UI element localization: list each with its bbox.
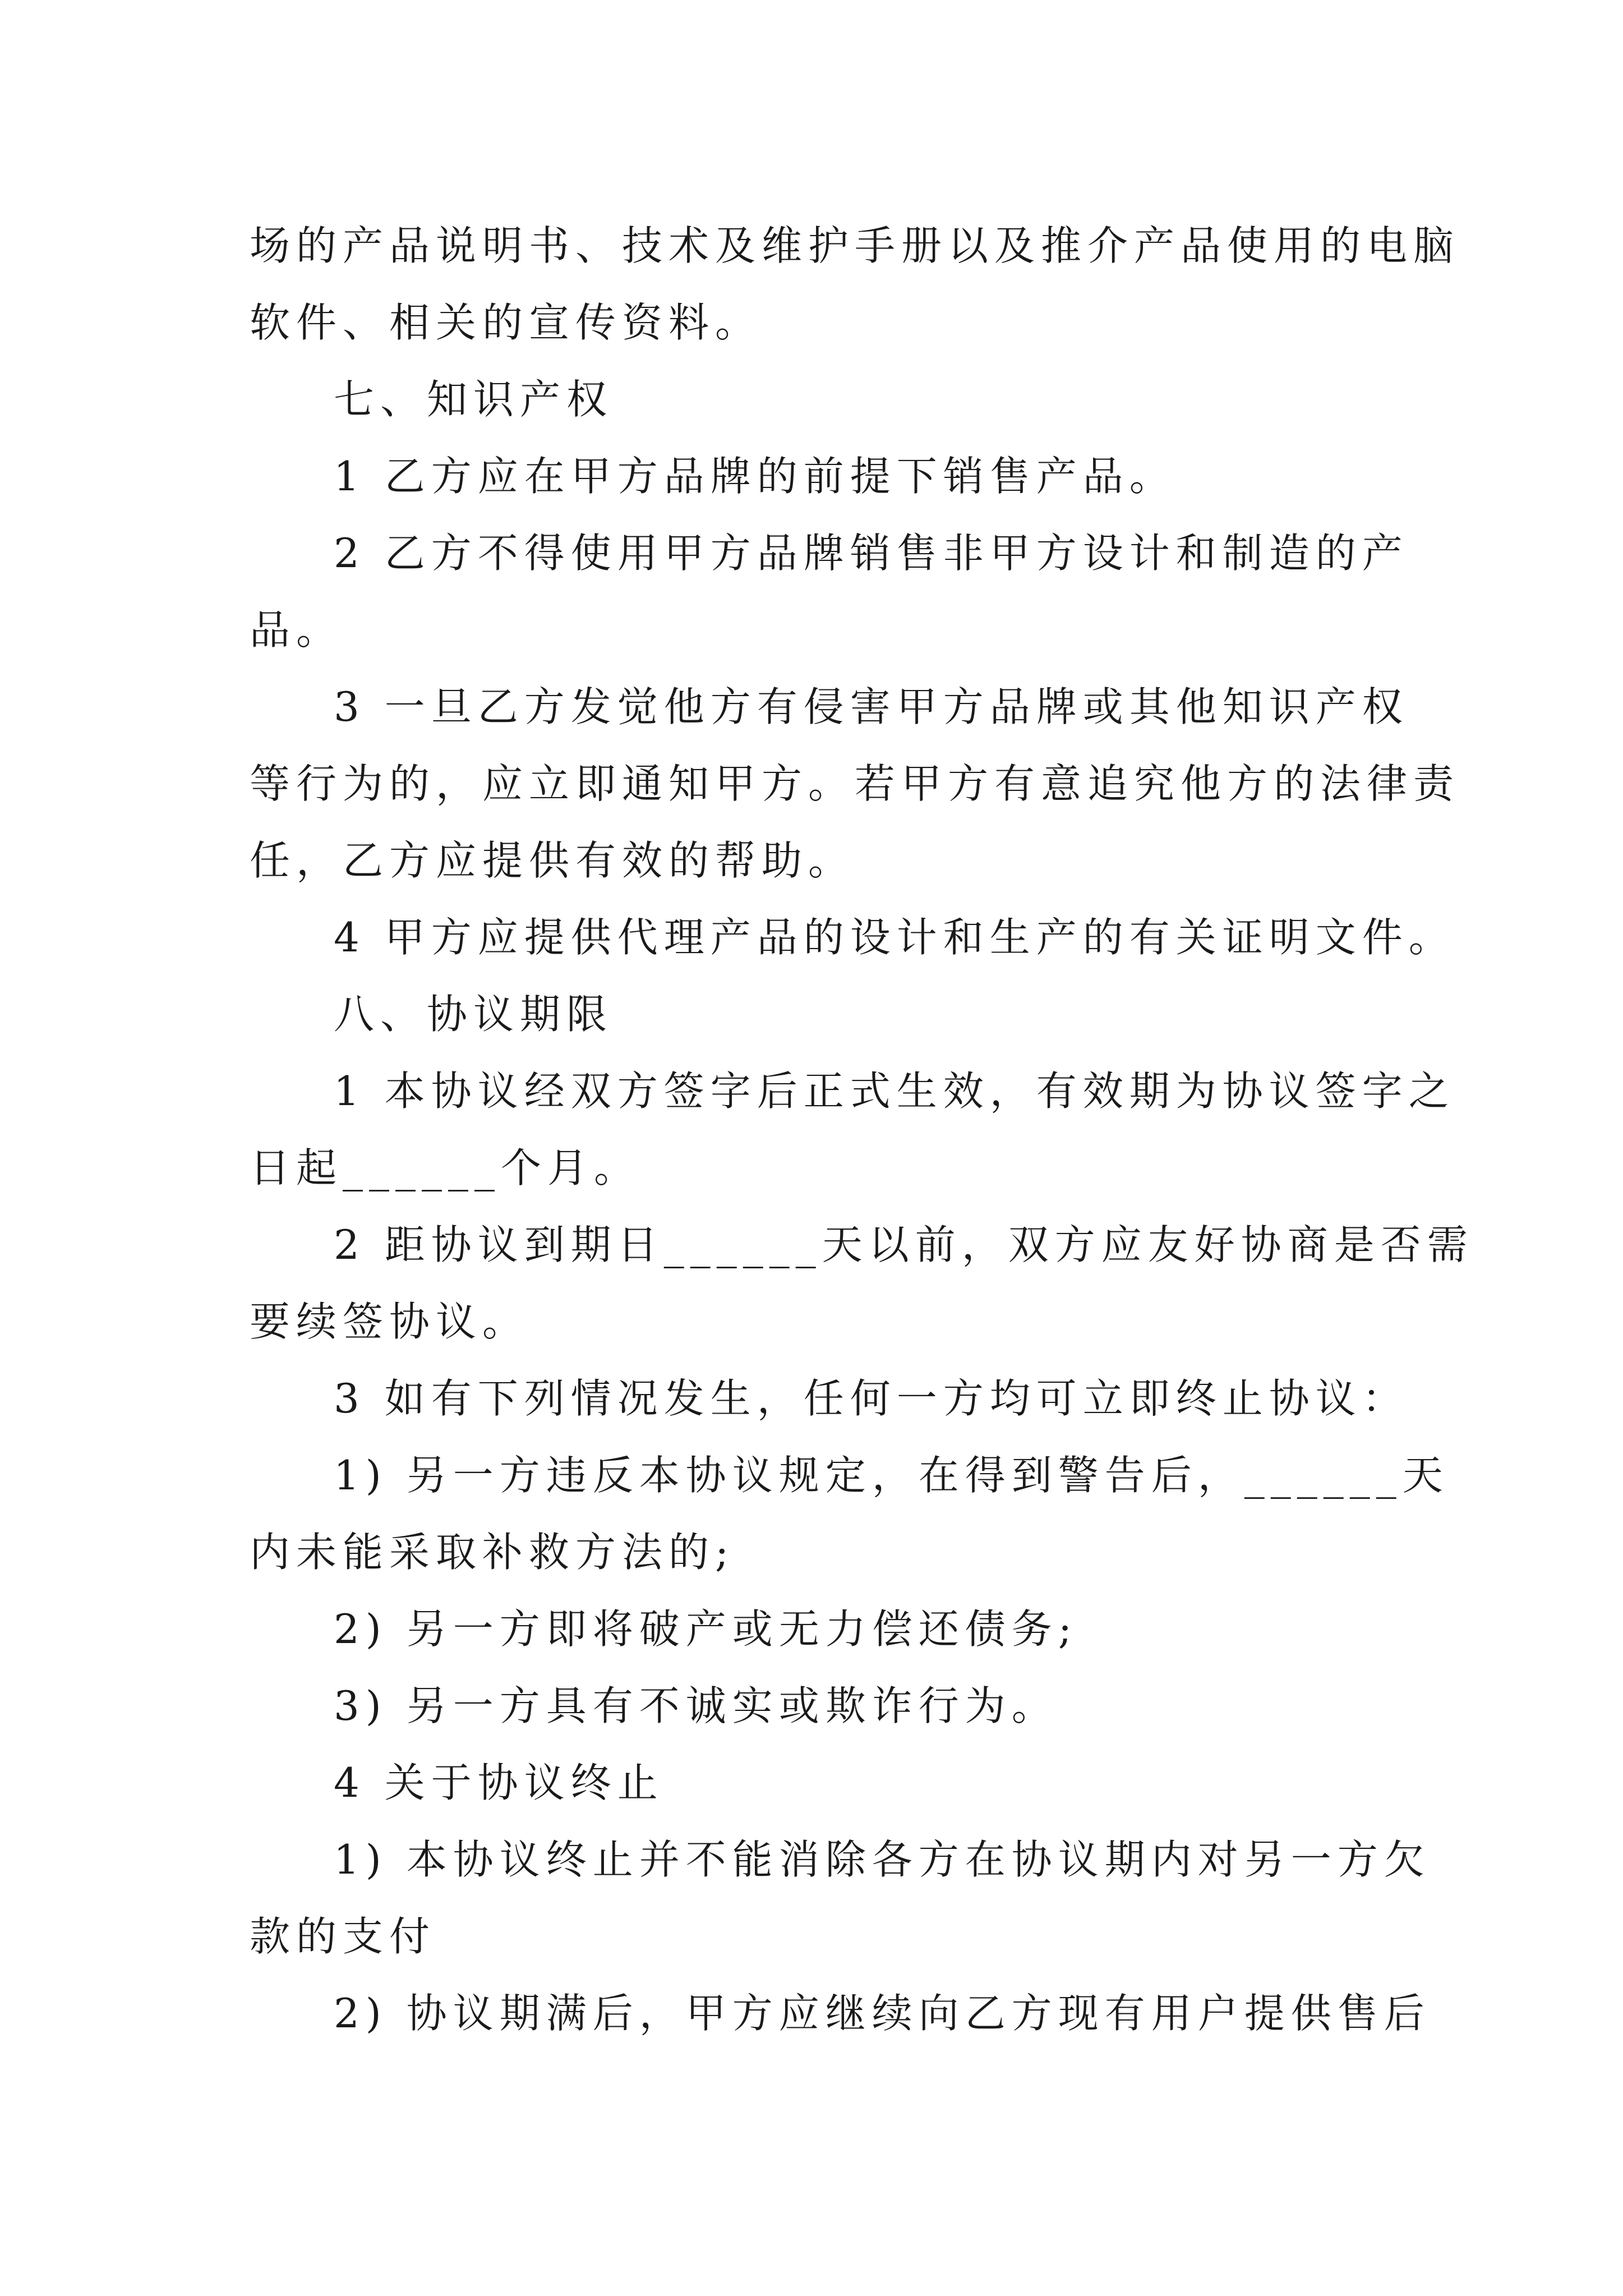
document-line: 4 关于协议终止 bbox=[334, 1759, 664, 1806]
document-line: 1) 另一方违反本协议规定，在得到警告后，______天 bbox=[334, 1452, 1449, 1499]
document-line: 要续签协议。 bbox=[250, 1298, 529, 1345]
document-line: 3) 另一方具有不诚实或欺诈行为。 bbox=[334, 1682, 1058, 1729]
document-line: 场的产品说明书、技术及维护手册以及推介产品使用的电脑 bbox=[250, 222, 1460, 269]
document-line: 3 一旦乙方发觉他方有侵害甲方品牌或其他知识产权 bbox=[334, 683, 1409, 730]
document-line: 2) 另一方即将破产或无力偿还债务; bbox=[334, 1605, 1078, 1653]
document-line: 七、知识产权 bbox=[334, 376, 614, 423]
document-line: 2 乙方不得使用甲方品牌销售非甲方设计和制造的产 bbox=[334, 530, 1409, 577]
document-line: 日起______个月。 bbox=[250, 1144, 641, 1191]
document-line: 1) 本协议终止并不能消除各方在协议期内对另一方欠 bbox=[334, 1836, 1431, 1883]
document-line: 任，乙方应提供有效的帮助。 bbox=[250, 837, 855, 884]
document-line: 款的支付 bbox=[250, 1913, 436, 1960]
document-line: 等行为的，应立即通知甲方。若甲方有意追究他方的法律责 bbox=[250, 760, 1460, 807]
document-line: 1 本协议经双方签字后正式生效，有效期为协议签字之 bbox=[334, 1068, 1455, 1115]
document-line: 3 如有下列情况发生，任何一方均可立即终止协议： bbox=[334, 1375, 1409, 1422]
document-body bbox=[250, 208, 1474, 2052]
document-line: 品。 bbox=[250, 606, 343, 654]
document-line: 2 距协议到期日______天以前，双方应友好协商是否需 bbox=[334, 1221, 1474, 1268]
document-line: 内未能采取补救方法的; bbox=[250, 1529, 735, 1576]
document-line: 八、协议期限 bbox=[334, 991, 614, 1038]
document-line: 软件、相关的宣传资料。 bbox=[250, 299, 762, 346]
document-line: 1 乙方应在甲方品牌的前提下销售产品。 bbox=[334, 453, 1176, 500]
document-line: 4 甲方应提供代理产品的设计和生产的有关证明文件。 bbox=[334, 914, 1455, 961]
document-line: 2) 协议期满后，甲方应继续向乙方现有用户提供售后 bbox=[334, 1990, 1431, 2037]
